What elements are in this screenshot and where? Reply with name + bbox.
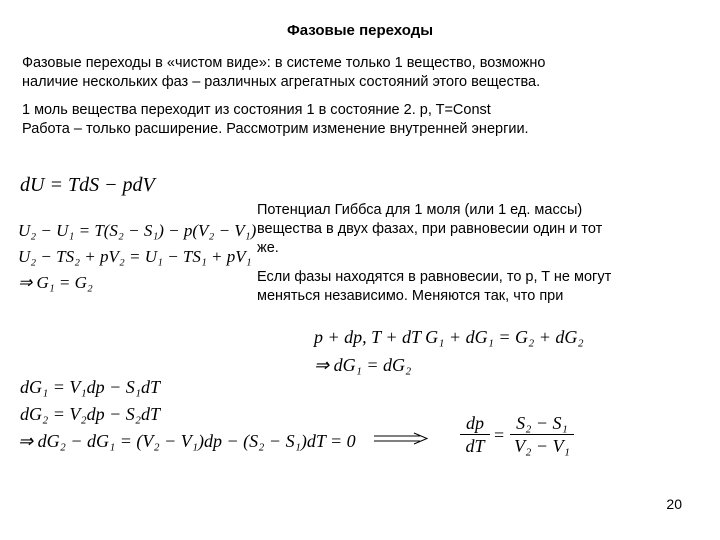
equation-internal-energy: dU = TdS − pdV	[20, 174, 155, 196]
page-number: 20	[666, 496, 682, 512]
fraction-numerator: dp	[466, 413, 484, 433]
equation-dg2: dG₂ = V₂dp − S₂dT	[20, 404, 161, 424]
fraction-dp-dt	[460, 412, 490, 457]
process-line-2: Работа – только расширение. Рассмотрим изменение внутренней энергии.	[22, 121, 529, 137]
right-arrow-icon	[372, 432, 430, 446]
fraction-denominator: V₂ − V₁	[514, 436, 570, 456]
intro-line-2: наличие нескольких фаз – различных агрегатных состояний этого вещества.	[22, 74, 541, 90]
gibbs-line-1: Потенциал Гиббса для 1 моля (или 1 ед. массы)	[257, 202, 583, 218]
equation-energy-balance: U₂ − TS₂ + pV₂ = U₁ − TS₁ + pV₁	[18, 247, 252, 266]
fraction-clapeyron	[510, 412, 574, 457]
equation-perturbed-state: p + dp, T + dT G₁ + dG₁ = G₂ + dG₂	[314, 327, 584, 347]
equilibrium-line-1: Если фазы находятся в равновесии, то p, T не могут	[257, 269, 612, 285]
equation-difference: ⇒ dG₂ − dG₁ = (V₂ − V₁)dp − (S₂ − S₁)dT = 0	[18, 431, 356, 451]
equation-energy-difference: U₂ − U₁ = T(S₂ − S₁) − p(V₂ − V₁)	[18, 221, 257, 240]
equation-differential-equality: ⇒ dG₁ = dG₂	[314, 355, 412, 375]
fraction-numerator: S₂ − S₁	[516, 413, 568, 433]
equilibrium-line-2: меняться независимо. Меняются так, что при	[257, 288, 564, 304]
process-line-1: 1 моль вещества переходит из состояния 1 в состояние 2. p, T=Const	[22, 102, 491, 118]
equation-gibbs-equality: ⇒ G₁ = G₂	[18, 273, 93, 292]
gibbs-line-2: вещества в двух фазах, при равновесии один и тот	[257, 221, 603, 237]
fraction-denominator: dT	[465, 436, 485, 456]
equation-dg1: dG₁ = V₁dp − S₁dT	[20, 377, 161, 397]
slide-title: Фазовые переходы	[286, 22, 434, 39]
equals-sign: =	[494, 425, 505, 445]
gibbs-line-3: же.	[257, 240, 279, 256]
intro-line-1: Фазовые переходы в «чистом виде»: в системе только 1 вещество, возможно	[22, 55, 546, 71]
